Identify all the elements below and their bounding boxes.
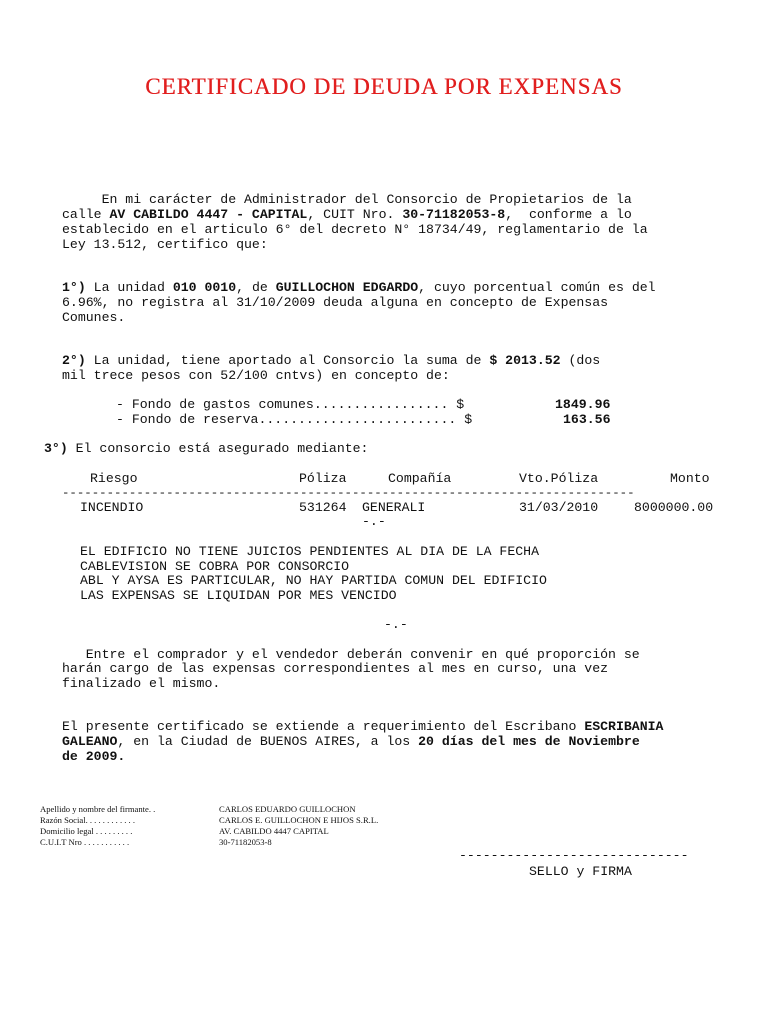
table-cell-poliza: 531264 (299, 500, 347, 515)
point-1-line-2: 6.96%, no registra al 31/10/2009 deuda alguna en concepto de Expensas (62, 295, 609, 310)
note-line: LAS EXPENSAS SE LIQUIDAN POR MES VENCIDO (80, 588, 397, 603)
intro-line-1: En mi carácter de Administrador del Consorcio de Propietarios de la (62, 192, 632, 207)
intro-text: , conforme a lo (505, 207, 632, 222)
point-number: 1°) (62, 280, 86, 295)
consorcio-cuit: 30-71182053-8 (402, 207, 506, 222)
table-cell-monto: 8000000.00 (634, 500, 714, 515)
intro-text: , CUIT Nro. (307, 207, 403, 222)
table-cell-compania: GENERALI (362, 500, 426, 515)
intro-text: calle (62, 207, 110, 222)
signer-name-value: CARLOS EDUARDO GUILLOCHON (219, 804, 356, 814)
fund-gastos-label: - Fondo de gastos comunes................. $ (116, 397, 465, 412)
table-header-rule: ----------------------------------------------------------------------------- (62, 486, 635, 500)
signer-cuit-label: C.U.I.T Nro . . . . . . . . . . . (40, 837, 130, 847)
signer-company-value: CARLOS E. GUILLOCHON E HIJOS S.R.L. (219, 815, 379, 825)
issue-date: de 2009. (62, 749, 126, 764)
fund-gastos-value (555, 397, 610, 412)
table-header-vto: Vto.Póliza (519, 471, 599, 486)
closing-line-1 (62, 719, 663, 734)
table-header-monto: Monto (670, 471, 710, 486)
table-header-compania: Compañía (388, 471, 452, 486)
unit-number: 010 0010 (172, 280, 237, 295)
intro-line-2 (62, 207, 632, 222)
closing-line-3 (62, 749, 125, 764)
note-line: EL EDIFICIO NO TIENE JUICIOS PENDIENTES AL DIA DE LA FECHA (80, 544, 539, 559)
separator-mark: -.- (362, 514, 386, 529)
fund-reserva-value (563, 412, 610, 427)
closing-text: , en la Ciudad de BUENOS AIRES, a los (117, 734, 419, 749)
separator-mark: -.- (384, 617, 408, 632)
fund-value: 1849.96 (555, 397, 611, 412)
escribano-name: GALEANO (62, 734, 118, 749)
signer-cuit-value: 30-71182053-8 (219, 837, 272, 847)
table-header-riesgo: Riesgo (90, 471, 138, 486)
intro-line-3: establecido en el articulo 6° del decreto N° 18734/49, reglamentario de la (62, 222, 648, 237)
point-number: 3°) (44, 441, 68, 456)
closing-text: El presente certificado se extiende a requerimiento del Escribano (62, 719, 585, 734)
point-1-line-1 (62, 280, 656, 295)
owner-name: GUILLOCHON EDGARDO (275, 280, 419, 295)
point-1-line-3: Comunes. (62, 310, 126, 325)
contributed-amount: $ 2013.52 (489, 353, 561, 368)
table-cell-riesgo: INCENDIO (80, 500, 144, 515)
point-3 (44, 441, 368, 456)
escribano-name: ESCRIBANIA (584, 719, 664, 734)
note-line: CABLEVISION SE COBRA POR CONSORCIO (80, 559, 350, 574)
signer-name-label: Apellido y nombre del firmante. . (40, 804, 156, 814)
issue-date: 20 días del mes de Noviembre (418, 734, 640, 749)
table-header-poliza: Póliza (299, 471, 347, 486)
point-text: , de (236, 280, 276, 295)
closing-line-2 (62, 734, 640, 749)
signature-line: ----------------------------- (459, 848, 689, 863)
point-2-line-1 (62, 353, 600, 368)
point-text: La unidad (85, 280, 173, 295)
point-2-line-2: mil trece pesos con 52/100 cntvs) en concepto de: (62, 368, 450, 383)
document-title: CERTIFICADO DE DEUDA POR EXPENSAS (145, 74, 623, 99)
signer-address-value: AV. CABILDO 4447 CAPITAL (219, 826, 329, 836)
table-cell-vto: 31/03/2010 (519, 500, 599, 515)
point-number: 2°) (62, 353, 86, 368)
point-text: La unidad, tiene aportado al Consorcio la suma de (85, 353, 490, 368)
fund-reserva-label: - Fondo de reserva......................... $ (116, 412, 473, 427)
signer-company-label: Razón Social. . . . . . . . . . . . (40, 815, 135, 825)
intro-line-4: Ley 13.512, certifico que: (62, 237, 268, 252)
agreement-line: Entre el comprador y el vendedor deberán convenir en qué proporción se (62, 647, 640, 662)
agreement-line: harán cargo de las expensas correspondientes al mes en curso, una vez (62, 661, 609, 676)
agreement-line: finalizado el mismo. (62, 676, 221, 691)
point-text: , cuyo porcentual común es del (418, 280, 656, 295)
fund-value: 163.56 (563, 412, 611, 427)
point-text: (dos (560, 353, 601, 368)
consorcio-address: AV CABILDO 4447 - CAPITAL (109, 207, 308, 222)
signer-address-label: Domicilio legal . . . . . . . . . (40, 826, 133, 836)
note-line: ABL Y AYSA ES PARTICULAR, NO HAY PARTIDA COMUN DEL EDIFICIO (80, 573, 547, 588)
signature-label: SELLO y FIRMA (529, 864, 632, 879)
point-text: El consorcio está asegurado mediante: (67, 441, 369, 456)
